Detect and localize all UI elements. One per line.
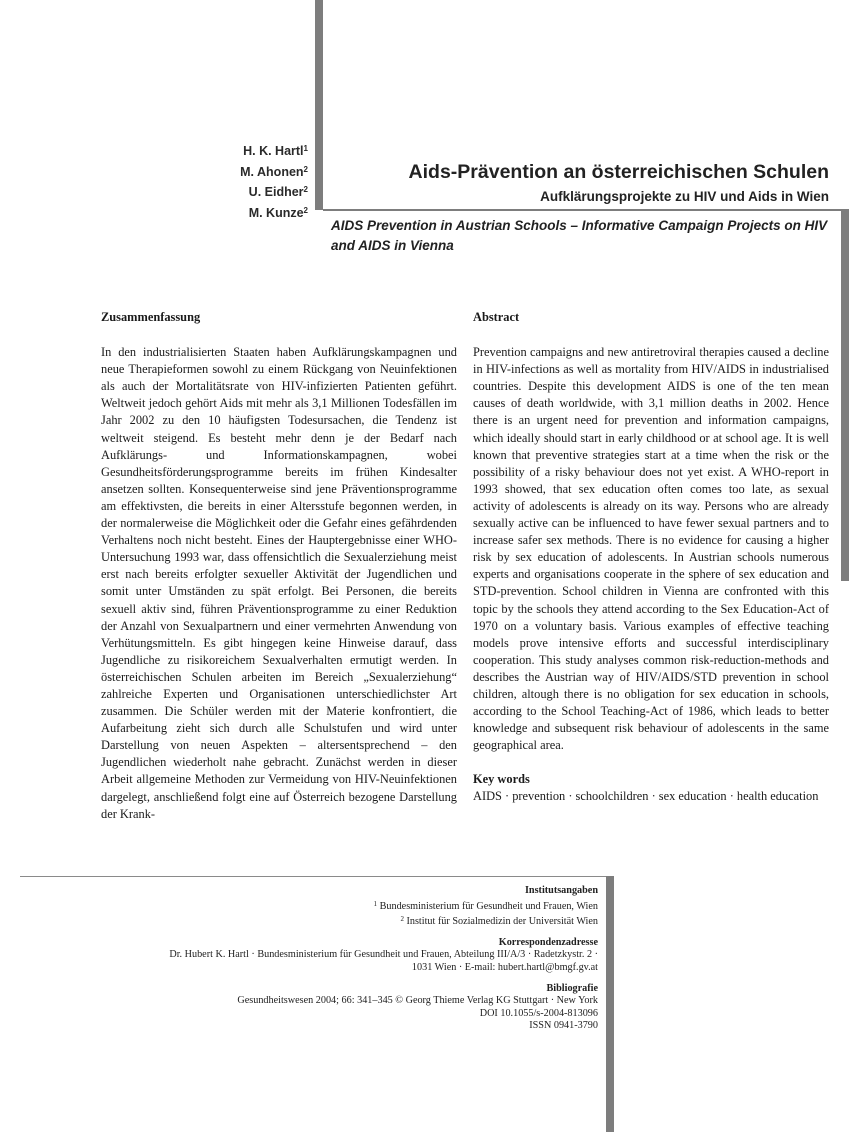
- article-title: Aids-Prävention an österreichischen Schulen: [408, 161, 829, 183]
- abstract-text: Prevention campaigns and new antiretroviral therapies caused a decline in HIV-infections as well as mortality from HIV/AIDS in industrialised countries. Despite this development AIDS is one of the ten mean causes of death worldwide, with 3,1 million deaths in 2002. Hence there is an urgent need for prevention and information campaigns, which ideally should start in early childhood or at school age. It is well known that preventive strategies start at a time when the risk or the possibility of a risky behaviour does not yet exist. A WHO-report in 1993 showed, that sex education often comes too late, as sexual activity of adolescents is already on its way. Persons who are already sexually active can be influenced to have fewer sexual partners and to increase safer sex methods. There is no evidence for causing a higher risk by sex education of adolescents. In Austrian schools numerous experts and organisations cooperate in the sphere of sex education and STD-prevention. School children in Vienna are confronted with this topic by the schools they attend according to the Sex Education-Act of 1970 on a voluntary basis. Various examples of effective teaching models prove intensive efforts and successful interdisciplinary cooperation. This study analyses common risk-reduction-methods and describes the Austrian way of HIV/AIDS/STD prevention in school children, altough there is no obligation for sex education in schools, according to the School Teaching-Act of 1986, which leads to better knowledge and subsequent risk behaviour of adolescents in the same geographical area.: [473, 345, 829, 753]
- author: U. Eidher$^2$: [248, 185, 308, 199]
- zusammenfassung-section: [101, 309, 457, 823]
- bibliography-line: DOI 10.1055/s-2004-813096: [479, 1007, 598, 1019]
- correspondence-line: 1031 Wien · E-mail: hubert.hartl@bmgf.gv.at: [411, 961, 598, 973]
- author: H. K. Hartl$^1$: [243, 144, 308, 158]
- correspondence-line: Dr. Hubert K. Hartl · Bundesministerium für Gesundheit und Frauen, Abteilung III/A/3 · Radetzkystr. 2 ·: [169, 949, 598, 961]
- abstract-heading: Abstract: [473, 310, 520, 324]
- zusammenfassung-text: In den industrialisierten Staaten haben Aufklärungskampagnen und neue Therapieformen sowohl zu einem Rückgang von Neuinfektionen als auch der Mortalitätsrate von HIV-infizierten Patienten geführt. Weltweit jedoch gehört Aids mit mehr als 3,1 Millionen Todesfällen im Jahr 2002 zu den 10 häufigsten Todesursachen, die Tendenz ist weltweit steigend. Es besteht mehr denn je der Bedarf nach Aufklärungs- und Informationskampagnen, wobei Gesundheitsförderungsprogramme bereits im frühen Kindesalter ansetzen sollten. Konsequenterweise sind jene Präventionsprogramme am effektivsten, die bereits in einer Altersstufe begonnen werden, in der normalerweise die Möglichkeit oder die Gefahr eines gefährdenden Verhaltens noch nicht besteht. Eines der Hauptergebnisse einer WHO-Untersuchung 1993 war, dass offensichtlich die Sexualerziehung meist erst nach bereits erfolgter sexueller Aktivität der Jugendlichen und somit unter Umständen zu spät erfolgt. Bei Personen, die bereits sexuell aktiv sind, führen Präventionsprogramme zu einer Reduktion der Anzahl von Sexualpartnern und einer vermehrten Anwendung von Verhütungsmitteln. Es gibt hingegen keine Hinweise darauf, dass Jugendliche zu risikoreichem Sexualverhalten ermutigt werden. In österreichischen Schulen arbeiten im Bereich „Sexualerziehung“ zahlreiche Experten und Organisationen unterschiedlichster Art zusammen. Die Schüler werden mit der Materie konfrontiert, die Aufarbeitung zieht sich durch alle Schulstufen und wird unter Darstellung von neuen Aspekten – altersentsprechend – den Jugendlichen wiederholt nahe gebracht. Zunächst werden in dieser Arbeit allgemeine Methoden zur Vermeidung von HIV-Neuinfektionen dargelegt, anschließend folgt eine auf Österreich bezogene Darstellung der Krank-: [101, 345, 457, 821]
- decorative-bar-footer: [606, 876, 614, 1132]
- bibliography-block: [110, 983, 598, 1033]
- author: M. Ahonen$^2$: [240, 164, 308, 179]
- article-footer: [110, 885, 598, 1041]
- correspondence-heading: Korrespondenzadresse: [498, 936, 598, 948]
- author: M. Kunze$^2$: [248, 205, 308, 220]
- zusammenfassung-heading: Zusammenfassung: [101, 310, 201, 324]
- article-subtitle: Aufklärungsprojekte zu HIV und Aids in Wien: [540, 189, 829, 204]
- institute-line: $^1$ Bundesministerium für Gesundheit und Frauen, Wien: [373, 899, 598, 912]
- institute-heading: Institutsangaben: [524, 885, 598, 896]
- correspondence-block: [110, 937, 598, 975]
- bibliography-line: Gesundheitswesen 2004; 66: 341–345 © Georg Thieme Verlag KG Stuttgart · New York: [237, 995, 598, 1007]
- decorative-bar-top: [315, 0, 323, 210]
- header-rule: [323, 209, 849, 211]
- institute-line: $^2$ Institut für Sozialmedizin der Universität Wien: [400, 915, 598, 928]
- bibliography-line: ISSN 0941-3790: [529, 1020, 598, 1032]
- english-title: AIDS Prevention in Austrian Schools – Informative Campaign Projects on HIV and AIDS in Vienna: [331, 218, 828, 253]
- keywords-heading: Key words: [473, 772, 530, 787]
- institute-block: [110, 885, 598, 929]
- bibliography-heading: Bibliografie: [546, 982, 598, 994]
- keywords-text: AIDS · prevention · schoolchildren · sex education · health education: [473, 789, 819, 804]
- footer-rule: [20, 876, 606, 877]
- abstract-section: [473, 309, 829, 806]
- author-list: [170, 140, 308, 222]
- decorative-bar-right: [841, 211, 849, 581]
